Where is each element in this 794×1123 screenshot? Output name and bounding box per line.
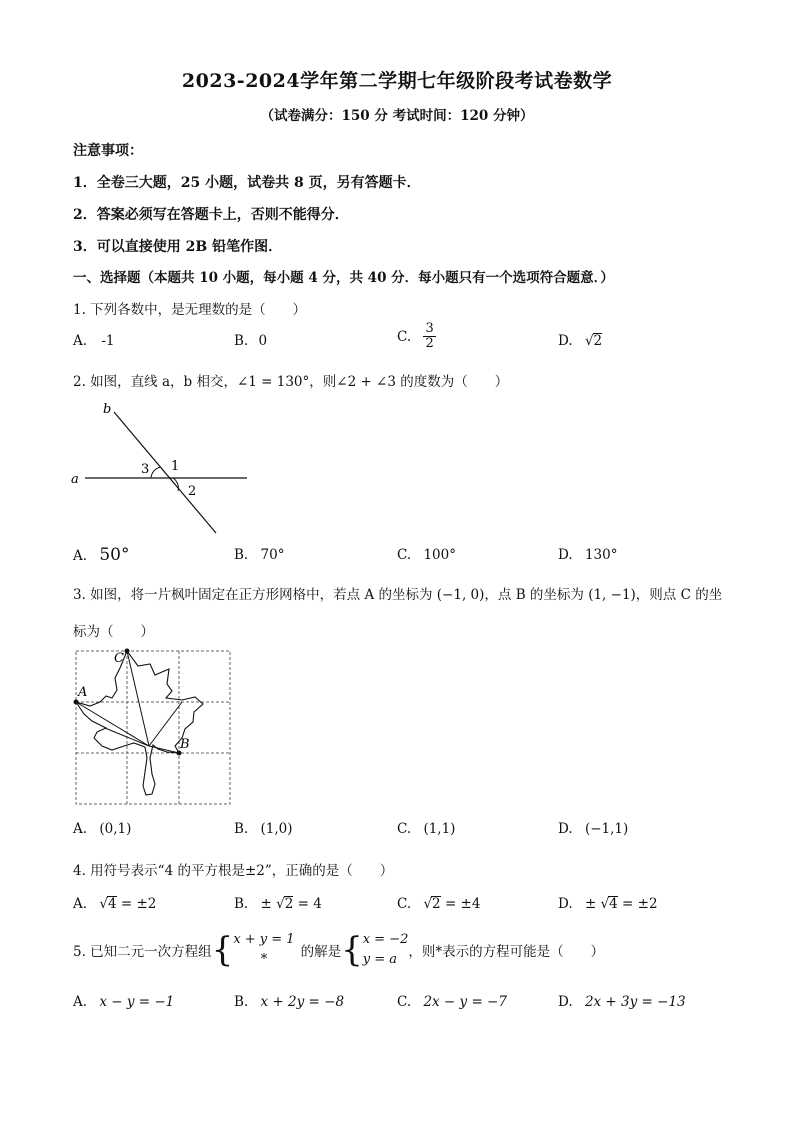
stem-prefix: 5. 已知二元一次方程组 (73, 943, 212, 960)
label-2: 2 (188, 484, 197, 499)
option-letter: C. (397, 994, 412, 1010)
q5-option-a[interactable] (73, 994, 174, 1010)
option-value: x − y = −1 (99, 994, 175, 1010)
page-title: 2023-2024学年第二学期七年级阶段考试卷数学 (181, 70, 613, 92)
label-1: 1 (171, 459, 180, 474)
point-c (125, 649, 130, 654)
option-letter: D. (558, 994, 573, 1010)
option-letter: A. (73, 333, 88, 349)
stem-suffix: ，则*表示的方程可能是（ ） (408, 943, 605, 960)
q3-option-c[interactable] (397, 821, 455, 837)
q3-option-a[interactable] (73, 821, 131, 837)
numerator: 3 (425, 321, 434, 336)
question-1-stem: 1. 下列各数中，是无理数的是（ ） (73, 302, 307, 318)
label-b: B (180, 737, 190, 752)
option-value: 50° (99, 545, 130, 565)
note-item-2: 2．答案必须写在答题卡上，否则不能得分． (73, 207, 349, 223)
option-letter: C. (397, 328, 412, 345)
option-letter: C. (397, 821, 412, 837)
label-a: a (71, 472, 79, 487)
equation-system-1 (233, 930, 294, 969)
option-value: 100° (423, 547, 456, 563)
dashed-grid (76, 651, 230, 804)
option-letter: D. (558, 547, 573, 563)
q4-option-a[interactable] (73, 896, 156, 912)
system-2-line-2: y = a (362, 951, 397, 967)
label-b: b (103, 402, 112, 417)
option-value: = ±4 (444, 896, 481, 912)
option-letter: B. (234, 547, 249, 563)
note-item-1: 1．全卷三大题，25 小题，试卷共 8 页，另有答题卡． (73, 175, 421, 191)
option-value: 2x − y = −7 (423, 994, 507, 1010)
q5-option-d[interactable] (558, 994, 686, 1010)
angle-3-arc (151, 467, 161, 478)
option-value: -1 (101, 333, 115, 349)
notes-heading: 注意事项： (73, 143, 143, 159)
option-letter: A. (73, 548, 88, 564)
option-letter: A. (73, 994, 88, 1010)
option-letter: B. (234, 821, 249, 837)
maple-leaf-grid-figure (70, 646, 236, 808)
option-value: x + 2y = −8 (260, 994, 345, 1010)
option-value: = ±2 (120, 896, 157, 912)
question-3-stem-line-2: 标为（ ） (73, 624, 154, 640)
option-value: (1,1) (423, 821, 456, 837)
option-letter: A. (73, 896, 88, 912)
q1-option-a[interactable] (73, 333, 115, 349)
question-2-stem: 2. 如图，直线 a，b 相交，∠1 = 130°，则∠2 + ∠3 的度数为（ ） (73, 374, 509, 390)
sqrt-sign-icon: √2 (584, 333, 603, 349)
point-a (74, 700, 79, 705)
q2-option-c[interactable] (397, 547, 456, 563)
q3-option-b[interactable] (234, 821, 293, 837)
option-value: 70° (260, 547, 285, 563)
option-letter: D. (558, 821, 573, 837)
q5-option-b[interactable] (234, 994, 344, 1010)
option-value: 0 (258, 333, 268, 349)
q4-option-b[interactable] (234, 896, 322, 912)
option-letter: B. (234, 994, 249, 1010)
plus-minus: ± (584, 896, 597, 912)
option-value: = 4 (297, 896, 322, 912)
option-letter: B. (234, 896, 249, 912)
maple-leaf-icon (76, 651, 203, 795)
q2-option-b[interactable] (234, 547, 284, 563)
option-letter: D. (558, 333, 573, 349)
equation-system-2 (363, 930, 409, 969)
question-3-stem-line-1: 3. 如图，将一片枫叶固定在正方形网格中，若点 A 的坐标为 (−1, 0)，点 B 的坐标为 (1, −1)，则点 C 的坐 (73, 587, 723, 603)
option-letter: D. (558, 896, 573, 912)
option-value: (−1,1) (584, 821, 629, 837)
option-value: (0,1) (99, 821, 132, 837)
option-letter: C. (397, 547, 412, 563)
option-value: 130° (584, 547, 618, 563)
stem-middle: 的解是 (300, 943, 342, 960)
fraction (423, 322, 435, 352)
section-heading: 一、选择题（本题共 10 小题，每小题 4 分，共 40 分．每小题只有一个选项符合题意．） (73, 270, 614, 286)
radicand: 4 (609, 896, 618, 912)
radicand: 2 (432, 896, 441, 912)
q4-option-d[interactable] (558, 896, 658, 912)
sqrt-sign-icon: √4 (600, 896, 618, 912)
q5-option-c[interactable] (397, 994, 507, 1010)
label-3: 3 (141, 462, 150, 477)
question-5-stem (73, 930, 604, 969)
intersecting-lines-figure (65, 396, 255, 536)
option-letter: C. (397, 896, 412, 912)
q1-option-c[interactable] (397, 322, 436, 352)
q3-option-d[interactable] (558, 821, 628, 837)
option-value: 2x + 3y = −13 (584, 994, 686, 1010)
question-4-stem: 4. 用符号表示“4 的平方根是±2”，正确的是（ ） (73, 863, 394, 879)
radicand: 4 (107, 896, 117, 912)
note-item-3: 3．可以直接使用 2B 铅笔作图． (73, 239, 283, 255)
page-subtitle: （试卷满分：150 分 考试时间：120 分钟） (260, 108, 534, 124)
label-a: A (78, 685, 88, 700)
radicand: 2 (593, 333, 603, 349)
q2-option-d[interactable] (558, 547, 617, 563)
left-brace-icon: { (341, 929, 363, 970)
option-letter: A. (73, 821, 88, 837)
sqrt-sign-icon: √2 (423, 896, 441, 912)
option-value: (1,0) (260, 821, 293, 837)
left-brace-icon: { (211, 929, 234, 970)
system-2-line-1: x = −2 (362, 932, 409, 947)
q1-option-d[interactable] (558, 333, 602, 349)
option-value: = ±2 (622, 896, 658, 912)
option-letter: B. (234, 333, 249, 349)
plus-minus: ± (260, 896, 272, 912)
sqrt-sign-icon: √4 (99, 896, 117, 912)
line-b (114, 412, 216, 533)
system-1-line-1: x + y = 1 (233, 932, 295, 947)
q1-option-b[interactable] (234, 333, 267, 349)
system-1-line-2: * (260, 951, 268, 967)
q4-option-c[interactable] (397, 896, 480, 912)
q2-option-a[interactable] (73, 545, 129, 565)
radicand: 2 (284, 896, 294, 912)
denominator: 2 (425, 336, 434, 352)
label-c: C (114, 651, 124, 666)
sqrt-sign-icon: √2 (276, 896, 294, 912)
